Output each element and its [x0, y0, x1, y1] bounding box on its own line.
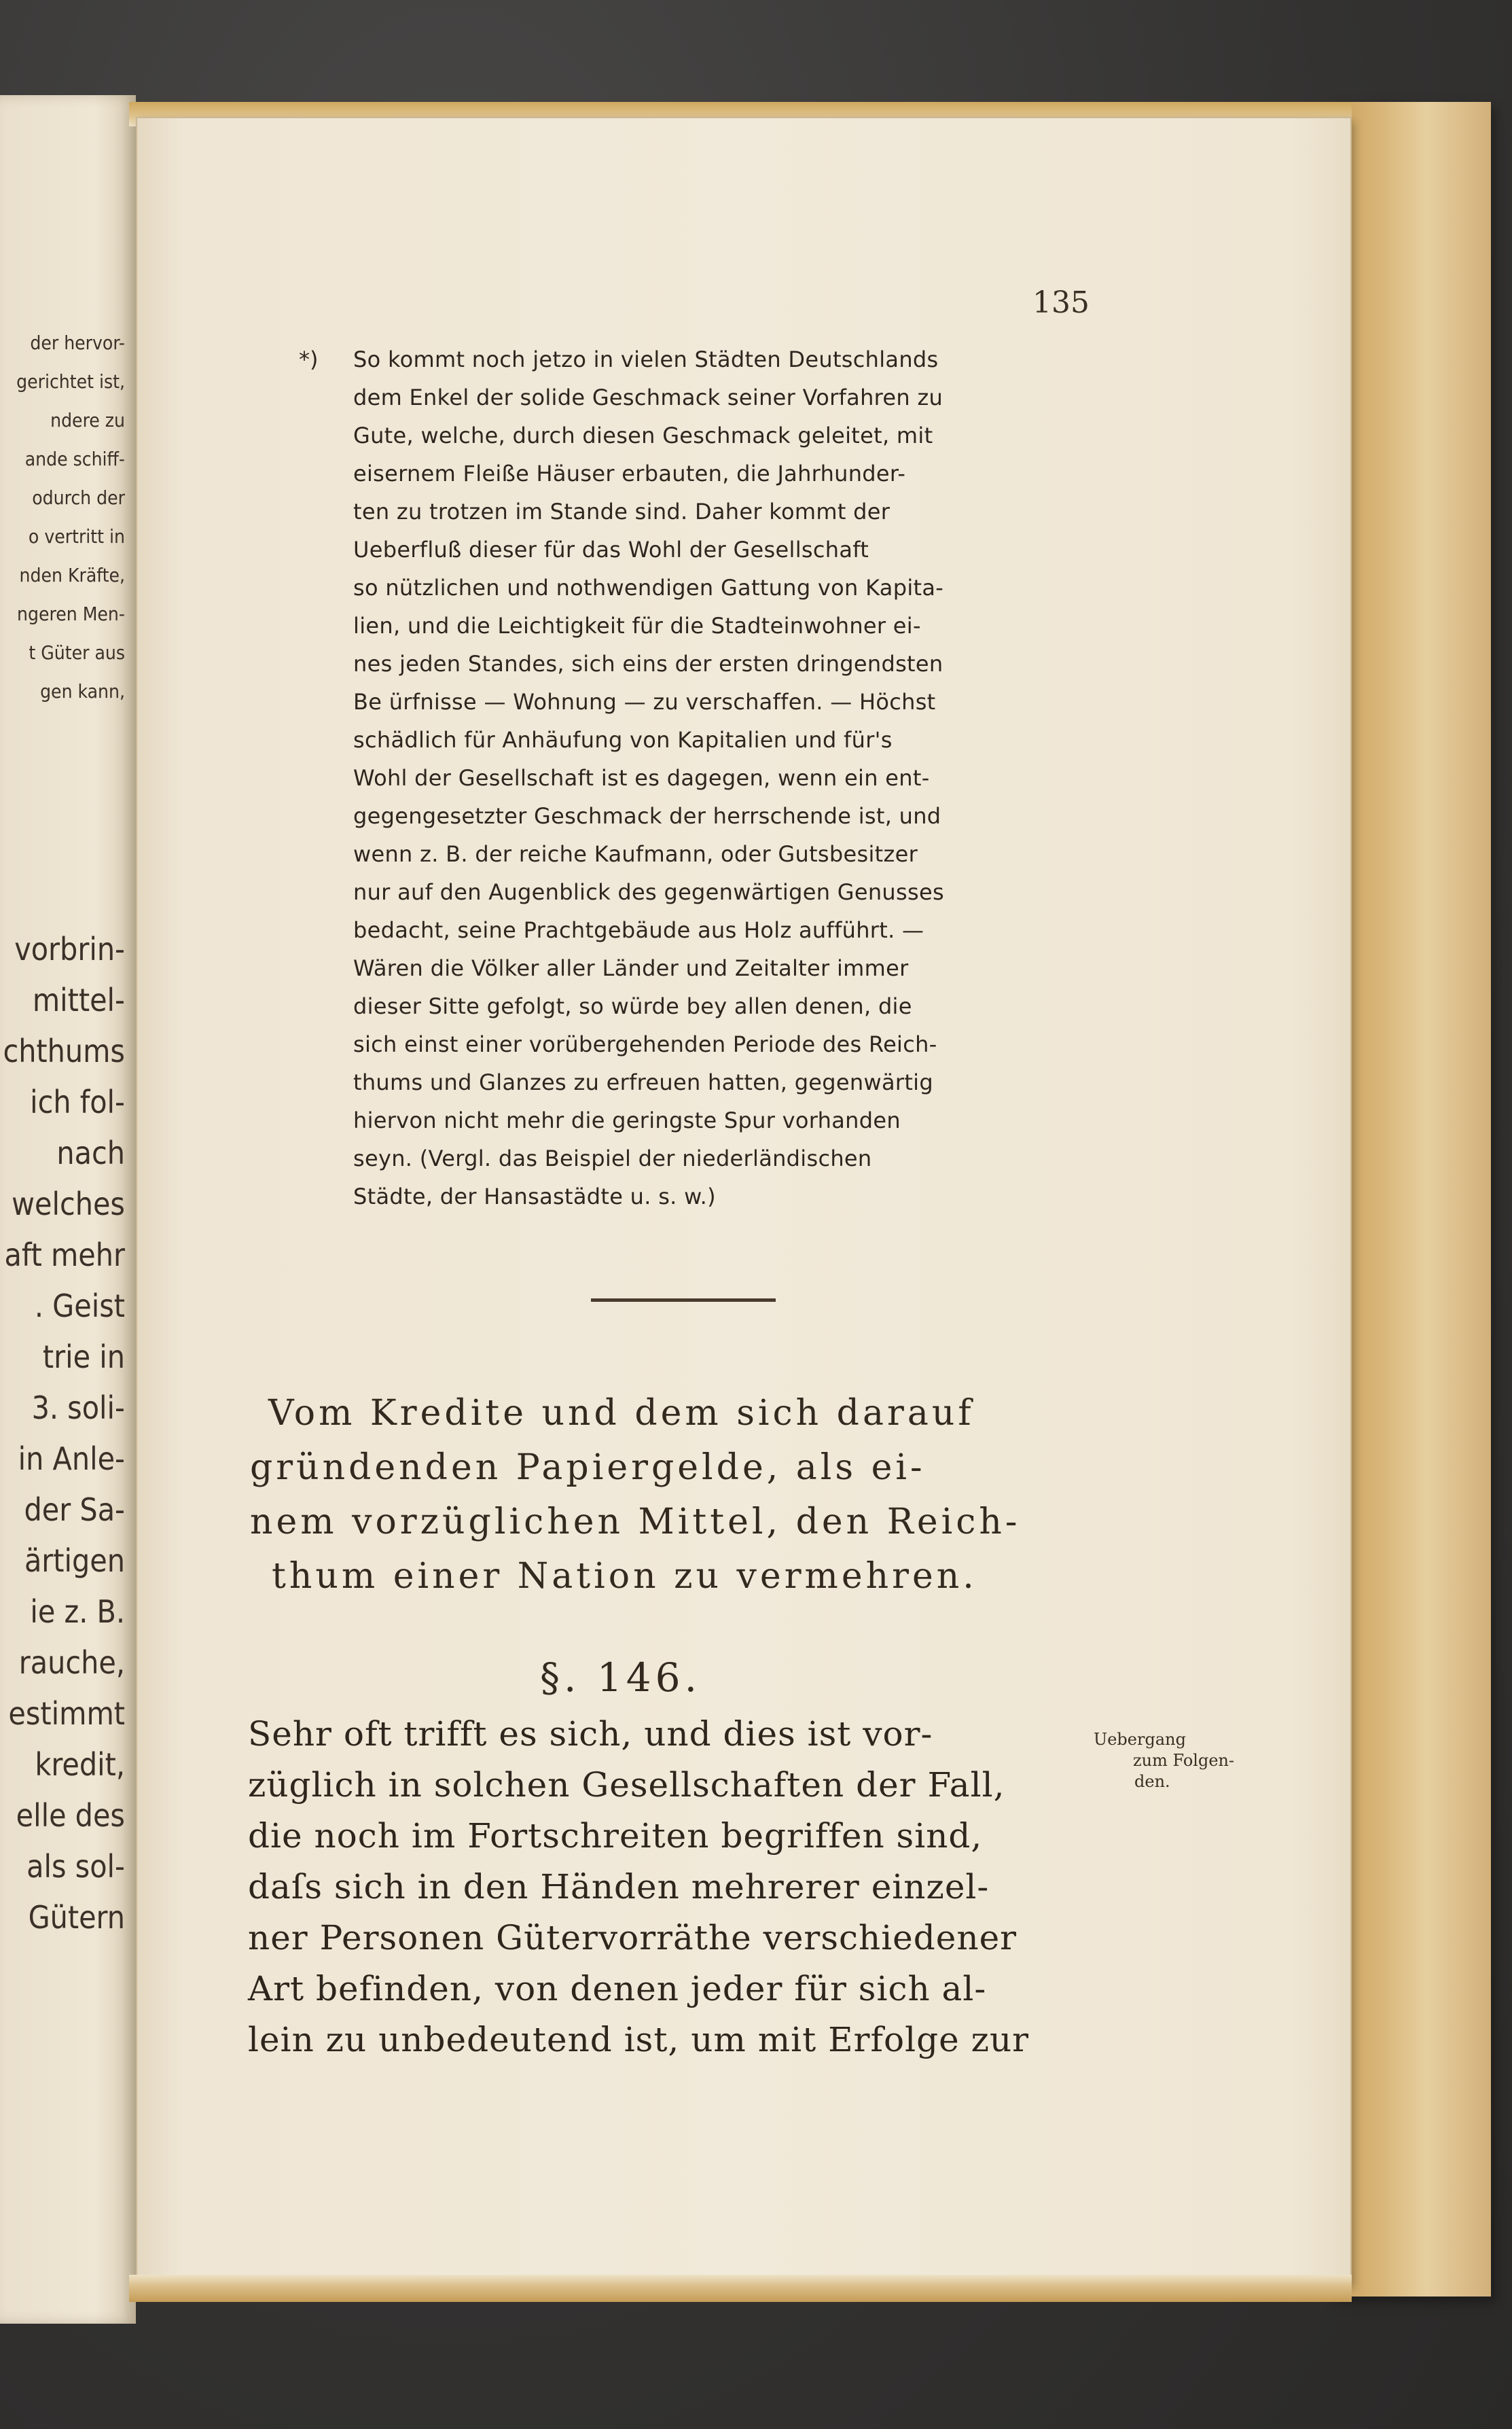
footnote-line: nes jeden Standes, sich eins der ersten dringendsten — [353, 651, 943, 677]
body-text-line: lein zu unbedeutend ist, um mit Erfolge zur — [248, 2020, 1030, 2059]
footnote-line: Be ürfnisse — Wohnung — zu verschaffen. — Höchst — [353, 689, 936, 715]
footnote-line: seyn. (Vergl. das Beispiel der niederländischen — [353, 1146, 872, 1171]
left-page-line: der Sa- — [24, 1491, 125, 1528]
footnote-line: dem Enkel der solide Geschmack seiner Vorfahren zu — [353, 385, 943, 410]
body-text-line: Art befinden, von denen jeder für sich al- — [248, 1969, 987, 2008]
margin-note-line: Uebergang — [1094, 1730, 1186, 1749]
left-page-line: rauche, — [18, 1644, 125, 1681]
section-heading-line: thum einer Nation zu vermehren. — [272, 1556, 977, 1597]
left-page-line: nach — [56, 1135, 125, 1171]
body-text-line: züglich in solchen Gesellschaften der Fall, — [248, 1765, 1005, 1805]
body-text-line: Sehr oft trifft es sich, und dies ist vor- — [248, 1714, 933, 1754]
footnote-line: schädlich für Anhäufung von Kapitalien und für's — [353, 727, 893, 753]
section-number: §. 146. — [540, 1654, 702, 1701]
left-page-line: ande schiff- — [24, 448, 125, 470]
book-cover-edge — [1331, 102, 1491, 2297]
left-page-line: t Güter aus — [29, 641, 125, 664]
left-page-line: der hervor- — [30, 332, 125, 354]
footnote-line: Wohl der Gesellschaft ist es dagegen, wenn ein ent- — [353, 765, 930, 791]
left-page-line: aft mehr — [4, 1237, 125, 1273]
footnote-line: so nützlichen und nothwendigen Gattung von Kapita- — [353, 575, 944, 601]
footnote-line: thums und Glanzes zu erfreuen hatten, gegenwärtig — [353, 1069, 933, 1095]
left-page-line: o vertritt in — [28, 525, 125, 548]
separator-rule — [591, 1298, 776, 1302]
left-page-line: trie in — [42, 1338, 125, 1375]
section-heading-line: nem vorzüglichen Mittel, den Reich- — [250, 1502, 1021, 1542]
body-text-line: die noch im Fortschreiten begriffen sind, — [248, 1816, 983, 1856]
margin-note — [1094, 1729, 1235, 1792]
footnote-line: Städte, der Hansastädte u. s. w.) — [353, 1184, 716, 1209]
left-page-line: gerichtet ist, — [16, 370, 125, 393]
margin-note-line: zum Folgen- — [1133, 1751, 1235, 1770]
left-page-line: ngeren Men- — [17, 603, 125, 625]
margin-note-line: den. — [1134, 1772, 1170, 1791]
left-page-line: 3. soli- — [31, 1389, 125, 1426]
left-page-line: ärtigen — [24, 1542, 125, 1579]
footnote-line: nur auf den Augenblick des gegenwärtigen Genusses — [353, 879, 944, 905]
footnote-line: gegengesetzter Geschmack der herrschende ist, und — [353, 803, 941, 829]
left-page-line: elle des — [16, 1797, 125, 1834]
footnote-line: lien, und die Leichtigkeit für die Stadteinwohner ei- — [353, 613, 921, 639]
left-page-line: odurch der — [32, 486, 125, 509]
left-page-line: chthums — [3, 1033, 125, 1069]
left-page-line: ndere zu — [50, 409, 125, 431]
left-page-line: in Anle- — [18, 1440, 125, 1477]
body-text-line: ner Personen Gütervorräthe verschiedener — [248, 1918, 1018, 1957]
section-heading-line: Vom Kredite und dem sich darauf — [268, 1393, 975, 1434]
footnote-line: hiervon nicht mehr die geringste Spur vorhanden — [353, 1107, 901, 1133]
left-page-line: Gütern — [28, 1899, 125, 1936]
footnote-line: bedacht, seine Prachtgebäude aus Holz aufführt. — — [353, 917, 924, 943]
footnote-line: dieser Sitte gefolgt, so würde bey allen denen, die — [353, 993, 912, 1019]
footnote-line: So kommt noch jetzo in vielen Städten Deutschlands — [353, 347, 939, 372]
footnote-line: Ueberfluß dieser für das Wohl der Gesellschaft — [353, 537, 869, 563]
footnote-marker: *) — [299, 347, 319, 372]
footnote-line: ten zu trotzen im Stande sind. Daher kommt der — [353, 499, 890, 525]
footnote-line: wenn z. B. der reiche Kaufmann, oder Gutsbesitzer — [353, 841, 918, 867]
page-number: 135 — [1032, 285, 1090, 320]
footnote-line: eisernem Fleiße Häuser erbauten, die Jahrhunder- — [353, 461, 906, 486]
left-page-line: kredit, — [35, 1746, 125, 1783]
left-page-line: vorbrin- — [14, 931, 125, 968]
left-page-line: mittel- — [32, 982, 125, 1018]
left-page-line: gen kann, — [40, 680, 125, 703]
left-page-line: nden Kräfte, — [19, 564, 125, 586]
left-page-line: ie z. B. — [30, 1593, 125, 1630]
footnote-line: Gute, welche, durch diesen Geschmack geleitet, mit — [353, 423, 933, 448]
page-bottom-edge — [129, 2275, 1352, 2302]
body-text-line: daſs sich in den Händen mehrerer einzel- — [248, 1867, 990, 1907]
footnote-line: Wären die Völker aller Länder und Zeitalter immer — [353, 955, 909, 981]
previous-page-edge — [0, 95, 136, 2324]
left-page-line: als sol- — [26, 1848, 125, 1885]
left-page-line: estimmt — [8, 1695, 125, 1732]
section-heading-line: gründenden Papiergelde, als ei- — [250, 1447, 926, 1488]
left-page-line: welches — [12, 1186, 125, 1222]
left-page-line: ich fol- — [30, 1084, 125, 1120]
left-page-line: . Geist — [34, 1288, 125, 1324]
footnote-line: sich einst einer vorübergehenden Periode des Reich- — [353, 1031, 937, 1057]
